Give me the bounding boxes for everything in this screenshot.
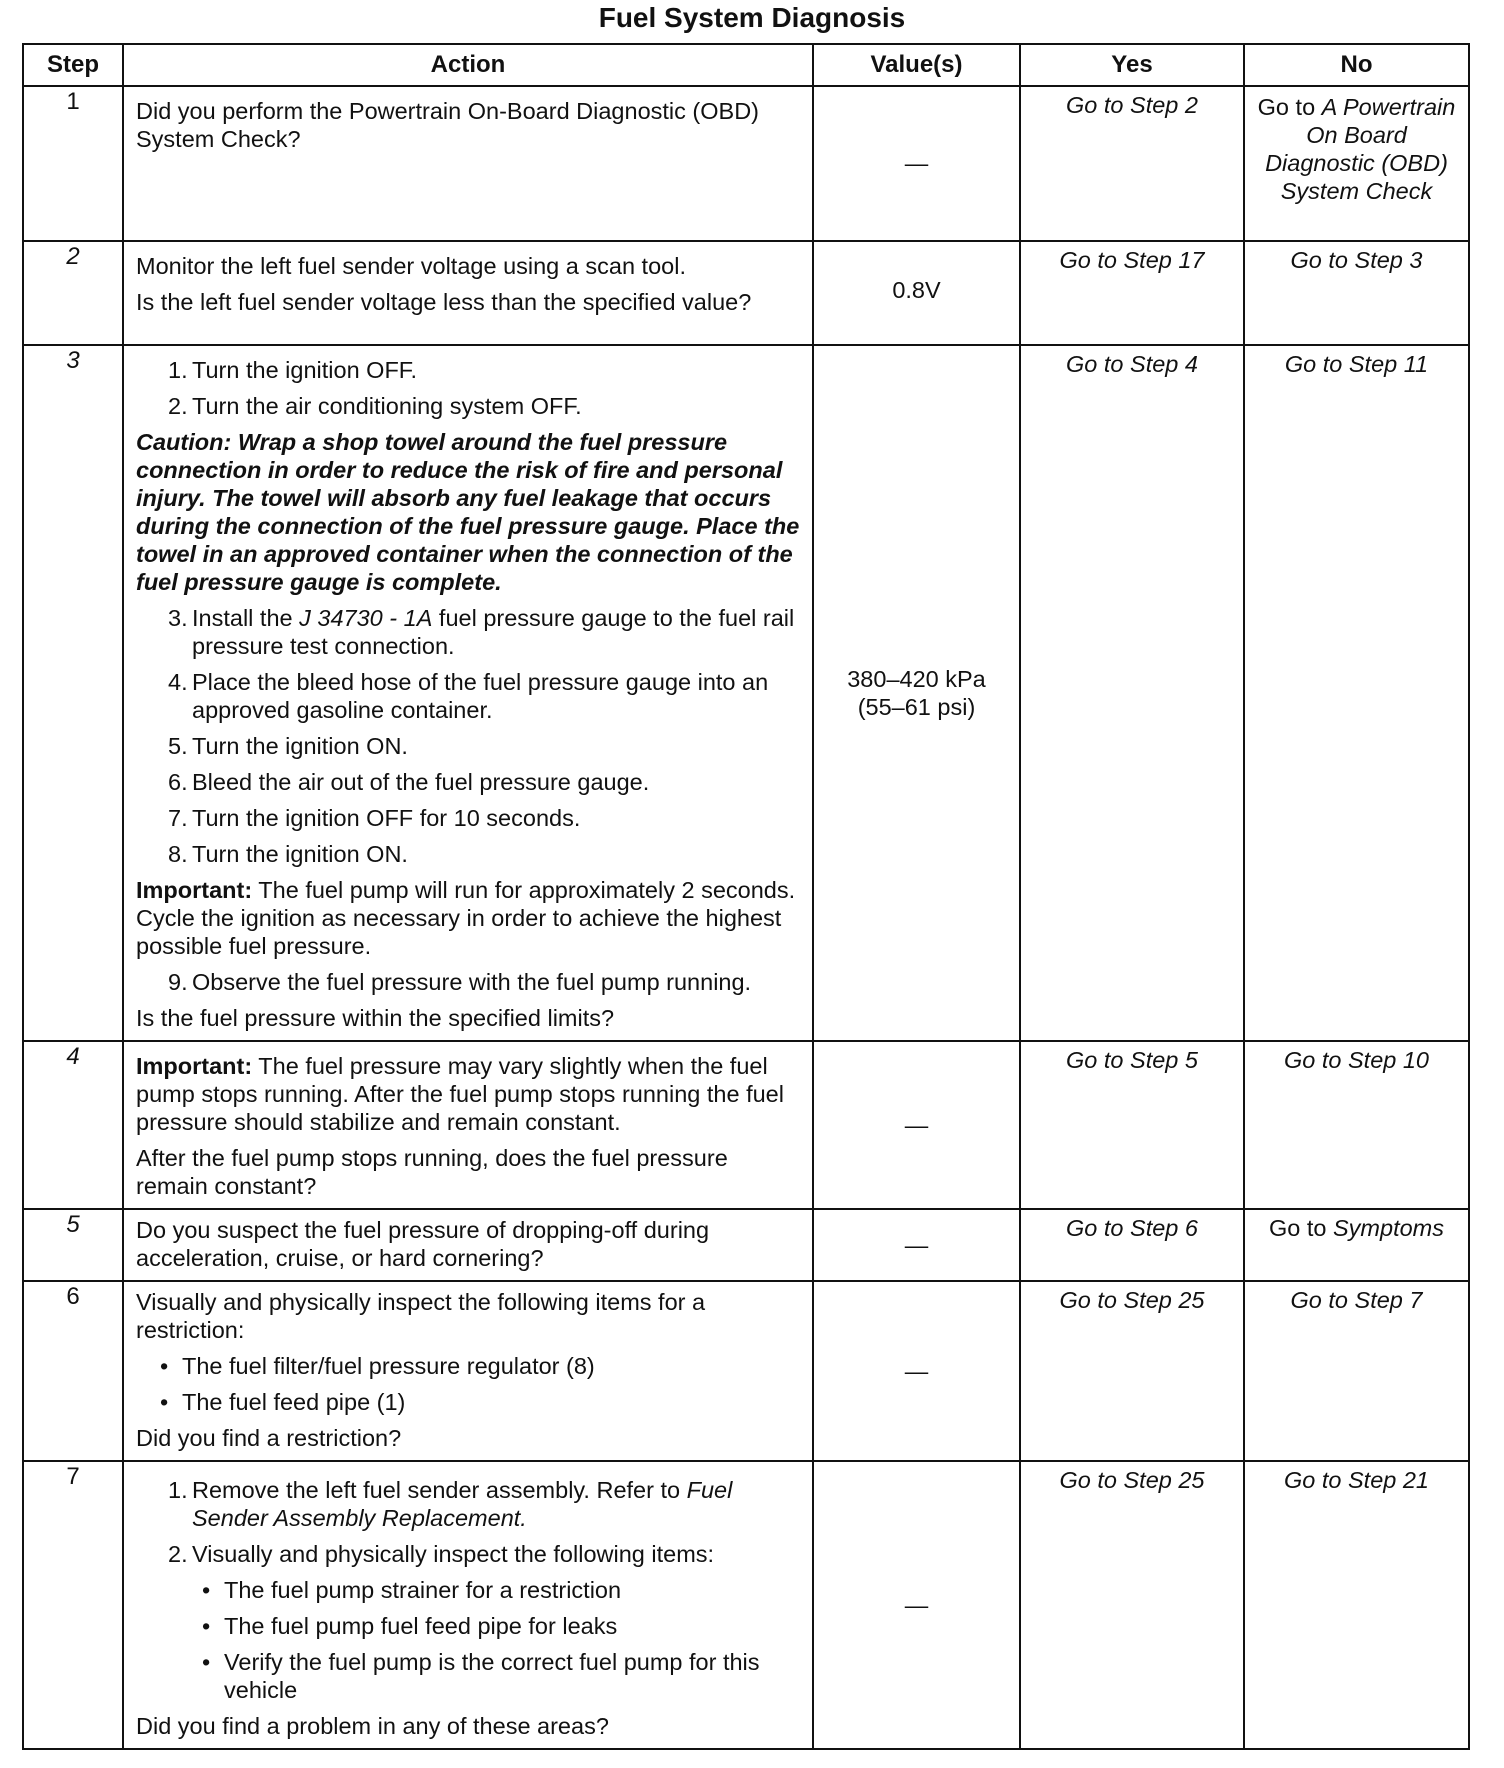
table-row bbox=[23, 1041, 1469, 1209]
no-cell: Go to Step 7 bbox=[1244, 1281, 1469, 1461]
no-cell: Go to Step 10 bbox=[1244, 1041, 1469, 1209]
page-title: Fuel System Diagnosis bbox=[598, 2, 906, 33]
instruction-text: Monitor the left fuel sender voltage using a scan tool. bbox=[136, 253, 686, 279]
value-cell: 0.8V bbox=[813, 241, 1020, 345]
list-item: 8. Turn the ignition ON. bbox=[168, 841, 408, 867]
no-prefix: Go to bbox=[1268, 1215, 1333, 1241]
important-note: Important: The fuel pump will run for approximately 2 seconds. Cycle the ignition as necessary in order to achieve the highest possible fuel pressure. bbox=[136, 877, 796, 959]
value-cell: — bbox=[813, 86, 1020, 241]
header-row bbox=[23, 44, 1469, 86]
no-cell bbox=[1244, 86, 1469, 241]
important-note: Important: The fuel pressure may vary slightly when the fuel pump stops running. After the fuel pump stops running the fuel pressure should stabilize and remain constant. bbox=[136, 1053, 784, 1135]
list-item: • The fuel pump strainer for a restriction bbox=[202, 1577, 622, 1603]
yes-cell: Go to Step 4 bbox=[1020, 345, 1244, 1041]
value-cell: — bbox=[813, 1461, 1020, 1749]
caution-note: Caution: Wrap a shop towel around the fuel pressure connection in order to reduce the risk of fire and personal injury. The towel will absorb any fuel leakage that occurs during the connection of the fuel pressure gauge. Place the towel in an approved container when the connection of the fuel pressure gauge is complete. bbox=[136, 429, 800, 595]
no-prefix: Go to bbox=[1257, 94, 1322, 120]
header-values: Value(s) bbox=[813, 44, 1020, 86]
table-row bbox=[23, 1209, 1469, 1281]
question-text: Do you suspect the fuel pressure of dropping-off during acceleration, cruise, or hard cornering? bbox=[136, 1217, 710, 1271]
instruction-text: Visually and physically inspect the following items for a restriction: bbox=[136, 1289, 706, 1343]
action-cell bbox=[123, 1461, 813, 1749]
question-text: Did you find a restriction? bbox=[136, 1425, 402, 1451]
important-label: Important: bbox=[136, 1053, 253, 1079]
action-cell bbox=[123, 1041, 813, 1209]
action-cell bbox=[123, 1209, 813, 1281]
step-number: 7 bbox=[23, 1461, 123, 1749]
question-text: Did you find a problem in any of these areas? bbox=[136, 1713, 609, 1739]
list-item: • The fuel feed pipe (1) bbox=[160, 1389, 406, 1415]
question-text: Did you perform the Powertrain On-Board Diagnostic (OBD) System Check? bbox=[136, 98, 759, 152]
header-no: No bbox=[1244, 44, 1469, 86]
table-row bbox=[23, 241, 1469, 345]
table-row bbox=[23, 86, 1469, 241]
header-yes: Yes bbox=[1020, 44, 1244, 86]
yes-cell: Go to Step 5 bbox=[1020, 1041, 1244, 1209]
table-row bbox=[23, 1461, 1469, 1749]
yes-cell: Go to Step 2 bbox=[1020, 86, 1244, 241]
step-number: 1 bbox=[23, 86, 123, 241]
procedure-list bbox=[136, 604, 802, 868]
value-cell: — bbox=[813, 1041, 1020, 1209]
value-cell bbox=[813, 345, 1020, 1041]
action-cell bbox=[123, 86, 813, 241]
diagnosis-table bbox=[22, 43, 1470, 1750]
step-number: 6 bbox=[23, 1281, 123, 1461]
no-cell: Go to Step 21 bbox=[1244, 1461, 1469, 1749]
question-text: After the fuel pump stops running, does the fuel pressure remain constant? bbox=[136, 1145, 728, 1199]
list-item: 9. Observe the fuel pressure with the fuel pump running. bbox=[168, 969, 752, 995]
no-cell bbox=[1244, 1209, 1469, 1281]
value-metric: 380–420 kPa bbox=[847, 665, 986, 692]
yes-cell: Go to Step 25 bbox=[1020, 1461, 1244, 1749]
header-step: Step bbox=[23, 44, 123, 86]
no-reference: A Powertrain On Board Diagnostic (OBD) System Check bbox=[1265, 94, 1456, 204]
table-row bbox=[23, 1281, 1469, 1461]
yes-cell: Go to Step 6 bbox=[1020, 1209, 1244, 1281]
important-label: Important: bbox=[136, 877, 253, 903]
list-item: 6. Bleed the air out of the fuel pressure gauge. bbox=[168, 769, 650, 795]
list-item: 7. Turn the ignition OFF for 10 seconds. bbox=[168, 805, 581, 831]
list-item: • Verify the fuel pump is the correct fuel pump for this vehicle bbox=[202, 1649, 760, 1703]
step-number: 3 bbox=[23, 345, 123, 1041]
action-cell bbox=[123, 345, 813, 1041]
list-item: 1. Remove the left fuel sender assembly. Refer to Fuel Sender Assembly Replacement. bbox=[168, 1477, 733, 1531]
no-cell: Go to Step 3 bbox=[1244, 241, 1469, 345]
tool-reference: J 34730 - 1A bbox=[299, 605, 433, 631]
list-item: 4. Place the bleed hose of the fuel pressure gauge into an approved gasoline container. bbox=[168, 669, 769, 723]
header-action: Action bbox=[123, 44, 813, 86]
procedure-list bbox=[136, 1476, 802, 1704]
step-number: 4 bbox=[23, 1041, 123, 1209]
question-text: Is the fuel pressure within the specified limits? bbox=[136, 1005, 615, 1031]
no-cell: Go to Step 11 bbox=[1244, 345, 1469, 1041]
value-cell: — bbox=[813, 1281, 1020, 1461]
list-item: 1. Turn the ignition OFF. bbox=[168, 357, 418, 383]
procedure-list bbox=[136, 968, 802, 996]
procedure-list bbox=[136, 356, 802, 420]
list-item: 3. Install the J 34730 - 1A fuel pressure gauge to the fuel rail pressure test connection. bbox=[168, 605, 795, 659]
list-item: 5. Turn the ignition ON. bbox=[168, 733, 408, 759]
list-item: • The fuel filter/fuel pressure regulator (8) bbox=[160, 1353, 595, 1379]
value-cell: — bbox=[813, 1209, 1020, 1281]
table-row bbox=[23, 345, 1469, 1041]
question-text: Is the left fuel sender voltage less than the specified value? bbox=[136, 289, 752, 315]
procedure-reference: Fuel Sender Assembly Replacement. bbox=[192, 1477, 733, 1531]
no-reference: Symptoms bbox=[1333, 1215, 1444, 1241]
value-imperial: (55–61 psi) bbox=[857, 693, 976, 720]
action-cell bbox=[123, 241, 813, 345]
inspection-list bbox=[136, 1352, 802, 1416]
yes-cell: Go to Step 17 bbox=[1020, 241, 1244, 345]
yes-cell: Go to Step 25 bbox=[1020, 1281, 1244, 1461]
action-cell bbox=[123, 1281, 813, 1461]
inspection-list bbox=[192, 1576, 802, 1704]
list-item: 2. Visually and physically inspect the following items: • The fuel pump strainer for a restriction • The fuel pump fuel feed pipe for leaks • Verify the fuel pump is the correct fuel pump for this vehicle bbox=[168, 1540, 802, 1704]
step-number: 2 bbox=[23, 241, 123, 345]
list-item: • The fuel pump fuel feed pipe for leaks bbox=[202, 1613, 618, 1639]
step-number: 5 bbox=[23, 1209, 123, 1281]
list-item: 2. Turn the air conditioning system OFF. bbox=[168, 393, 582, 419]
